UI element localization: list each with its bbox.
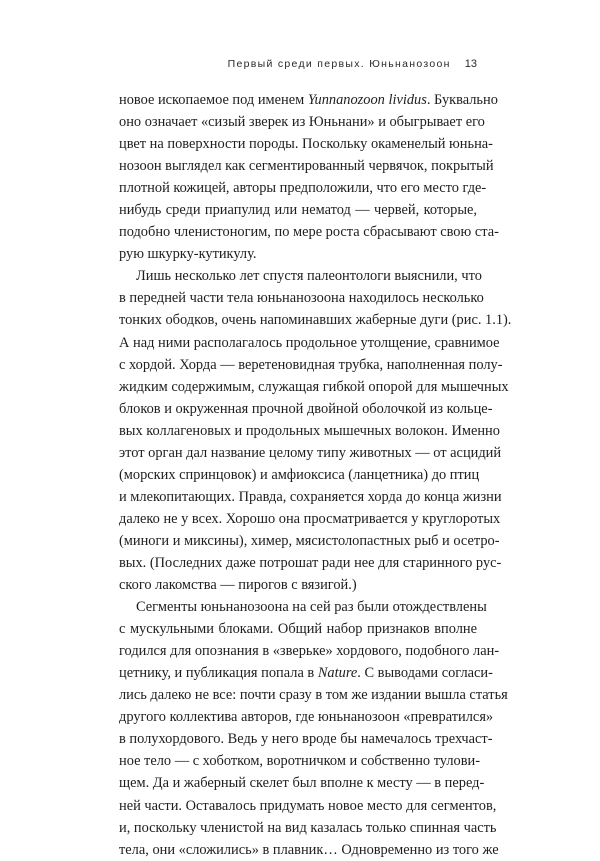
text-line: цетнику, и публикация попала в Nature. С выводами согласи- bbox=[119, 665, 493, 682]
text-line: ней части. Оставалось придумать новое место для сегментов, bbox=[119, 797, 497, 814]
body-text bbox=[119, 89, 512, 861]
text-line: подобно членистоногим, по мере роста сбрасывают свою ста- bbox=[119, 224, 499, 241]
text-line: годился для опознания в «зверьке» хордового, подобного лан- bbox=[119, 643, 500, 660]
text-line: блоков и окруженная прочной двойной оболочкой из кольце- bbox=[119, 400, 493, 417]
text-line: с хордой. Хорда — веретеновидная трубка, наполненная полу- bbox=[119, 356, 503, 373]
text-line: новое ископаемое под именем Yunnanozoon lividus. Буквально bbox=[119, 92, 498, 108]
text-line: и млекопитающих. Правда, сохраняется хорда до конца жизни bbox=[119, 488, 502, 505]
text-line: ского лакомства — пирогов с вязигой.) bbox=[119, 577, 357, 594]
text-line: другого коллектива авторов, где юньнанозоон «превратился» bbox=[119, 709, 494, 726]
text-line: далеко не у всех. Хорошо она просматривается у круглоротых bbox=[119, 510, 501, 527]
text-line: тонких ободков, очень напоминавших жаберные дуги (рис. 1.1). bbox=[119, 312, 512, 329]
italic-term: Nature bbox=[317, 665, 358, 682]
text-line: рую шкурку-кутикулу. bbox=[119, 246, 257, 263]
text-line: щем. Да и жаберный скелет был вполне к месту — в перед- bbox=[119, 775, 485, 792]
italic-term: Yunnanozoon lividus bbox=[307, 92, 427, 108]
text-line: (морских спринцовок) и амфиоксиса (ланцетника) до птиц bbox=[119, 466, 480, 483]
text-line: цвет на поверхности породы. Поскольку окаменелый юньна- bbox=[119, 136, 493, 153]
text-line: лись далеко не все: почти сразу в том же издании вышла статья bbox=[119, 687, 508, 704]
text-line: (миноги и миксины), химер, мясистолопастных рыб и осетро- bbox=[119, 532, 500, 549]
text-line: жидким содержимым, служащая гибкой опорой для мышечных bbox=[119, 378, 509, 395]
text-line: плотной кожицей, авторы предположили, что его место где- bbox=[119, 180, 487, 197]
text-line: Лишь несколько лет спустя палеонтологи выяснили, что bbox=[136, 268, 482, 285]
text-line: и, поскольку членистой на вид казалась только спинная часть bbox=[119, 819, 497, 836]
text-line: нибудь среди приапулид или нематод — червей, которые, bbox=[119, 202, 477, 219]
text-line: Сегменты юньнанозоона на сей раз были отождествлены bbox=[136, 599, 487, 616]
page-number: 13 bbox=[464, 58, 477, 70]
running-title: Первый среди первых. Юньнанозоон bbox=[227, 58, 451, 70]
text-line: оно означает «сизый зверек из Юньнани» и обыгрывает его bbox=[119, 114, 485, 131]
text-line: ное тело — с хоботком, воротничком и собственно тулови- bbox=[119, 753, 481, 770]
text-line: в передней части тела юньнанозоона находилось несколько bbox=[119, 290, 484, 307]
running-header bbox=[120, 58, 477, 74]
text-line: вых коллагеновых и продольных мышечных волокон. Именно bbox=[119, 422, 500, 439]
text-line: нозоон выглядел как сегментированный червячок, покрытый bbox=[119, 158, 494, 175]
text-line: с мускульными блоками. Общий набор признаков вполне bbox=[119, 621, 477, 638]
text-line: в полухордового. Ведь у него вроде бы намечалось трехчаст- bbox=[119, 731, 493, 748]
text-line: А над ними располагалось продольное утолщение, сравнимое bbox=[119, 334, 500, 351]
text-line: этот орган дал название целому типу животных — от асцидий bbox=[119, 444, 502, 461]
text-line: вых. (Последних даже потрошат ради нее для старинного рус- bbox=[119, 554, 502, 571]
text-line: тела, они «сложились» в плавник… Одновременно из того же bbox=[119, 841, 499, 858]
